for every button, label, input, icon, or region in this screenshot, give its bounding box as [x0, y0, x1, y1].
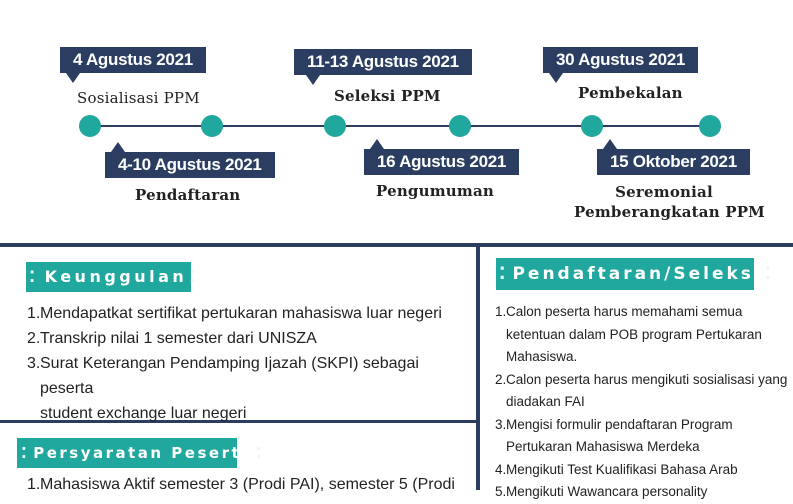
pendaftaran-item-2: [495, 369, 790, 414]
pendaftaran-item-3-line2: Pertukaran Mahasiswa Merdeka: [506, 439, 700, 454]
list-number: 1.: [495, 304, 507, 319]
persyaratan-header: ⁚ Persyaratan Peserta ⁚: [17, 438, 237, 468]
timeline-label-4: Pengumuman: [376, 182, 494, 200]
persyaratan-title: Persyaratan Peserta: [33, 444, 254, 462]
list-number: 1.: [27, 305, 41, 322]
timeline-date-2: 4-10 Agustus 2021: [105, 152, 275, 178]
keunggulan-item-2: [27, 326, 472, 351]
pendaftaran-item-1: [495, 301, 790, 369]
timeline-date-5-pointer: [549, 73, 563, 83]
timeline-label-6-line2: Pemberangkatan PPM: [574, 203, 765, 221]
list-number: 2.: [27, 330, 41, 347]
pendaftaran-item-1-line3: Mahasiswa.: [506, 349, 578, 364]
timeline-date-4-pointer: [370, 139, 384, 149]
keunggulan-item-1: [27, 301, 472, 326]
timeline-date-6: 15 Oktober 2021: [597, 149, 750, 175]
timeline-date-3: 11-13 Agustus 2021: [294, 49, 472, 75]
list-number: 3.: [495, 416, 507, 432]
pendaftaran-item-2-line2: diadakan FAI: [506, 394, 585, 409]
keunggulan-header: ⁚ Keunggulan ⁚: [26, 262, 191, 292]
list-number: 4.: [495, 461, 507, 477]
pendaftaran-item-4-line1: Mengikuti Test Kualifikasi Bahasa Arab: [506, 461, 738, 477]
timeline-date-4: 16 Agustus 2021: [364, 149, 519, 175]
keunggulan-list: [27, 301, 472, 426]
timeline-date-6-pointer: [603, 139, 617, 149]
list-number: 1.: [27, 476, 41, 493]
timeline-dot-3: [324, 115, 346, 137]
pendaftaran-item-5: [495, 481, 790, 504]
timeline-date-1: 4 Agustus 2021: [60, 47, 206, 73]
pendaftaran-title: Pendaftaran/Seleksi: [512, 264, 763, 284]
timeline-date-1-pointer: [66, 73, 80, 83]
section-divider-vertical: [476, 247, 480, 490]
pendaftaran-list: [495, 301, 790, 504]
timeline-line: [90, 125, 711, 127]
list-number: 2.: [495, 371, 507, 387]
pendaftaran-item-1-line2: ketentuan dalam POB program Pertukaran: [506, 326, 762, 342]
timeline-date-3-pointer: [306, 75, 320, 85]
timeline-label-6-line1: Seremonial: [615, 183, 713, 201]
timeline-dot-2: [201, 115, 223, 137]
timeline-date-2-pointer: [111, 142, 125, 152]
section-divider-top: [0, 243, 793, 247]
keunggulan-item-1-text: Mendapatkat sertifikat pertukaran mahasiswa luar negeri: [40, 305, 442, 322]
timeline-date-5: 30 Agustus 2021: [543, 47, 698, 73]
keunggulan-title: Keunggulan: [44, 267, 188, 286]
timeline-label-6: [574, 182, 765, 222]
timeline-dot-4: [449, 115, 471, 137]
timeline-dot-5: [581, 115, 603, 137]
timeline-label-5: Pembekalan: [578, 84, 683, 102]
list-number: 5.: [495, 484, 507, 499]
pendaftaran-item-2-line1: Calon peserta harus mengikuti sosialisasi yang: [506, 371, 788, 387]
pendaftaran-item-5-line1: Mengikuti Wawancara personality: [506, 484, 708, 499]
persyaratan-list: [27, 472, 472, 497]
pendaftaran-item-4: [495, 459, 790, 482]
timeline-label-1: Sosialisasi PPM: [77, 89, 200, 107]
pendaftaran-item-1-line1: Calon peserta harus memahami semua: [506, 304, 743, 319]
timeline-dot-1: [79, 115, 101, 137]
pendaftaran-item-3-line1: Mengisi formulir pendaftaran Program: [506, 416, 733, 432]
keunggulan-item-2-text: Transkrip nilai 1 semester dari UNISZA: [40, 330, 317, 347]
keunggulan-item-3-line2: student exchange luar negeri: [40, 405, 247, 422]
pendaftaran-item-3: [495, 414, 790, 459]
timeline-label-2: Pendaftaran: [135, 186, 241, 204]
keunggulan-item-3-line1: Surat Keterangan Pendamping Ijazah (SKPI) sebagai peserta: [40, 355, 419, 397]
timeline-dot-6: [699, 115, 721, 137]
keunggulan-item-3: [27, 351, 472, 426]
pendaftaran-header: ⁚ Pendaftaran/Seleksi ⁚: [496, 258, 754, 290]
list-number: 3.: [27, 355, 41, 372]
persyaratan-item-1-text: Mahasiswa Aktif semester 3 (Prodi PAI), semester 5 (Prodi: [40, 476, 455, 493]
timeline-label-3: Seleksi PPM: [334, 87, 441, 105]
persyaratan-item-1: [27, 472, 472, 497]
